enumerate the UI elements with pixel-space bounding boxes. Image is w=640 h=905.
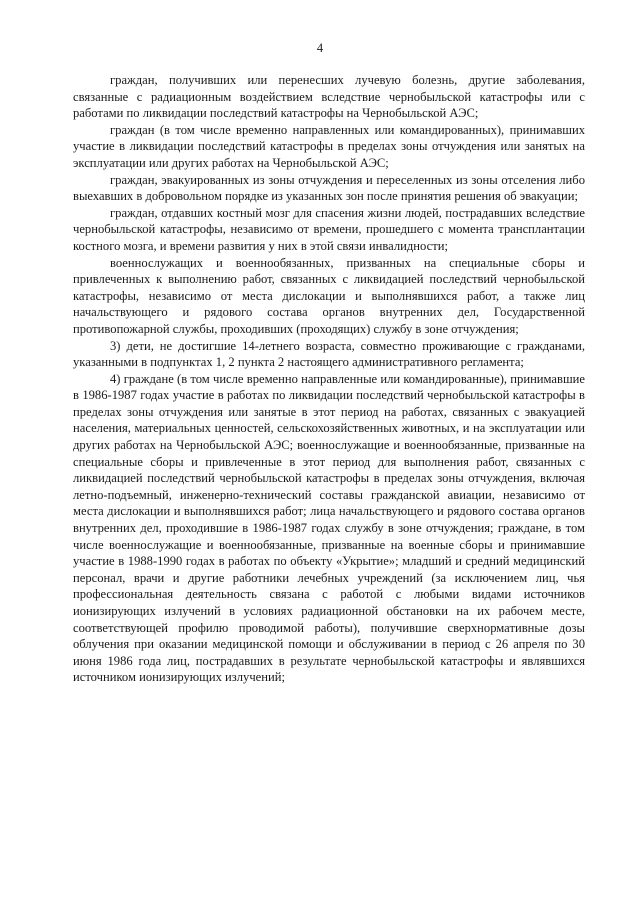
paragraph: 3) дети, не достигшие 14-летнего возраста, совместно проживающие с гражданами, указанными в подпунктах 1, 2 пункта 2 настоящего административного регламента; <box>73 338 585 370</box>
paragraph: 4) граждане (в том числе временно направленные или командированные), принимавшие в 1986-1987 годах участие в работах по ликвидации последствий чернобыльской катастрофы в пределах зоны отчуждения или занятые в этот период на работах, связанных с эвакуацией населения, материальных ценностей, сельскохозяйственных животных, и на эксплуатации или других работах на Чернобыльской АЭС; военнослужащие и военнообязанные, призванные на специальные сборы и привлеченные в этот период для выполнения работ, связанных с ликвидацией последствий чернобыльской катастрофы в пределах зоны отчуждения, включая летно-подъемный, инженерно-технический составы гражданской авиации, независимо от места дислокации и выполнявшихся работ; лица начальствующего и рядового состава органов внутренних дел, проходившие в 1986-1987 годах службу в зоне отчуждения; граждане, в том числе военнослужащие и военнообязанные, призванные на военные сборы и принимавшие участие в 1988-1990 годах в работах по объекту «Укрытие»; младший и средний медицинский персонал, врачи и другие работники лечебных учреждений (за исключением лиц, чья профессиональная деятельность связана с работой с любыми видами источников ионизирующих излучений в условиях радиационной обстановки на их рабочем месте, соответствующей профилю проводимой работы), получившие сверхнормативные дозы облучения при оказании медицинской помощи и обслуживании в период с 26 апреля по 30 июня 1986 года лиц, пострадавших в результате чернобыльской катастрофы и являвшихся источником ионизирующих излучений; <box>73 371 585 685</box>
paragraph: граждан, эвакуированных из зоны отчуждения и переселенных из зоны отселения либо выехавших в добровольном порядке из указанных зон после принятия решения об эвакуации; <box>73 172 585 204</box>
paragraph: граждан, получивших или перенесших лучевую болезнь, другие заболевания, связанные с радиационным воздействием вследствие чернобыльской катастрофы или с работами по ликвидации последствий катастрофы на Чернобыльской АЭС; <box>73 73 585 121</box>
paragraph: граждан, отдавших костный мозг для спасения жизни людей, пострадавших вследствие чернобыльской катастрофы, независимо от времени, прошедшего с момента трансплантации костного мозга, и времени развития у них в этой связи инвалидности; <box>73 205 585 253</box>
paragraph: военнослужащих и военнообязанных, призванных на специальные сборы и привлеченных к выполнению работ, связанных с ликвидацией последствий чернобыльской катастрофы, независимо от места дислокации и выполнявшихся работ, а также лиц начальствующего и рядового состава органов внутренних дел, Государственной противопожарной службы, проходивших (проходящих) службу в зоне отчуждения; <box>73 255 585 336</box>
document-body <box>73 72 585 686</box>
paragraph: граждан (в том числе временно направленных или командированных), принимавших участие в ликвидации последствий катастрофы в пределах зоны отчуждения или занятых на эксплуатации или других работах на Чернобыльской АЭС; <box>73 122 585 170</box>
page-number: 4 <box>316 41 324 55</box>
